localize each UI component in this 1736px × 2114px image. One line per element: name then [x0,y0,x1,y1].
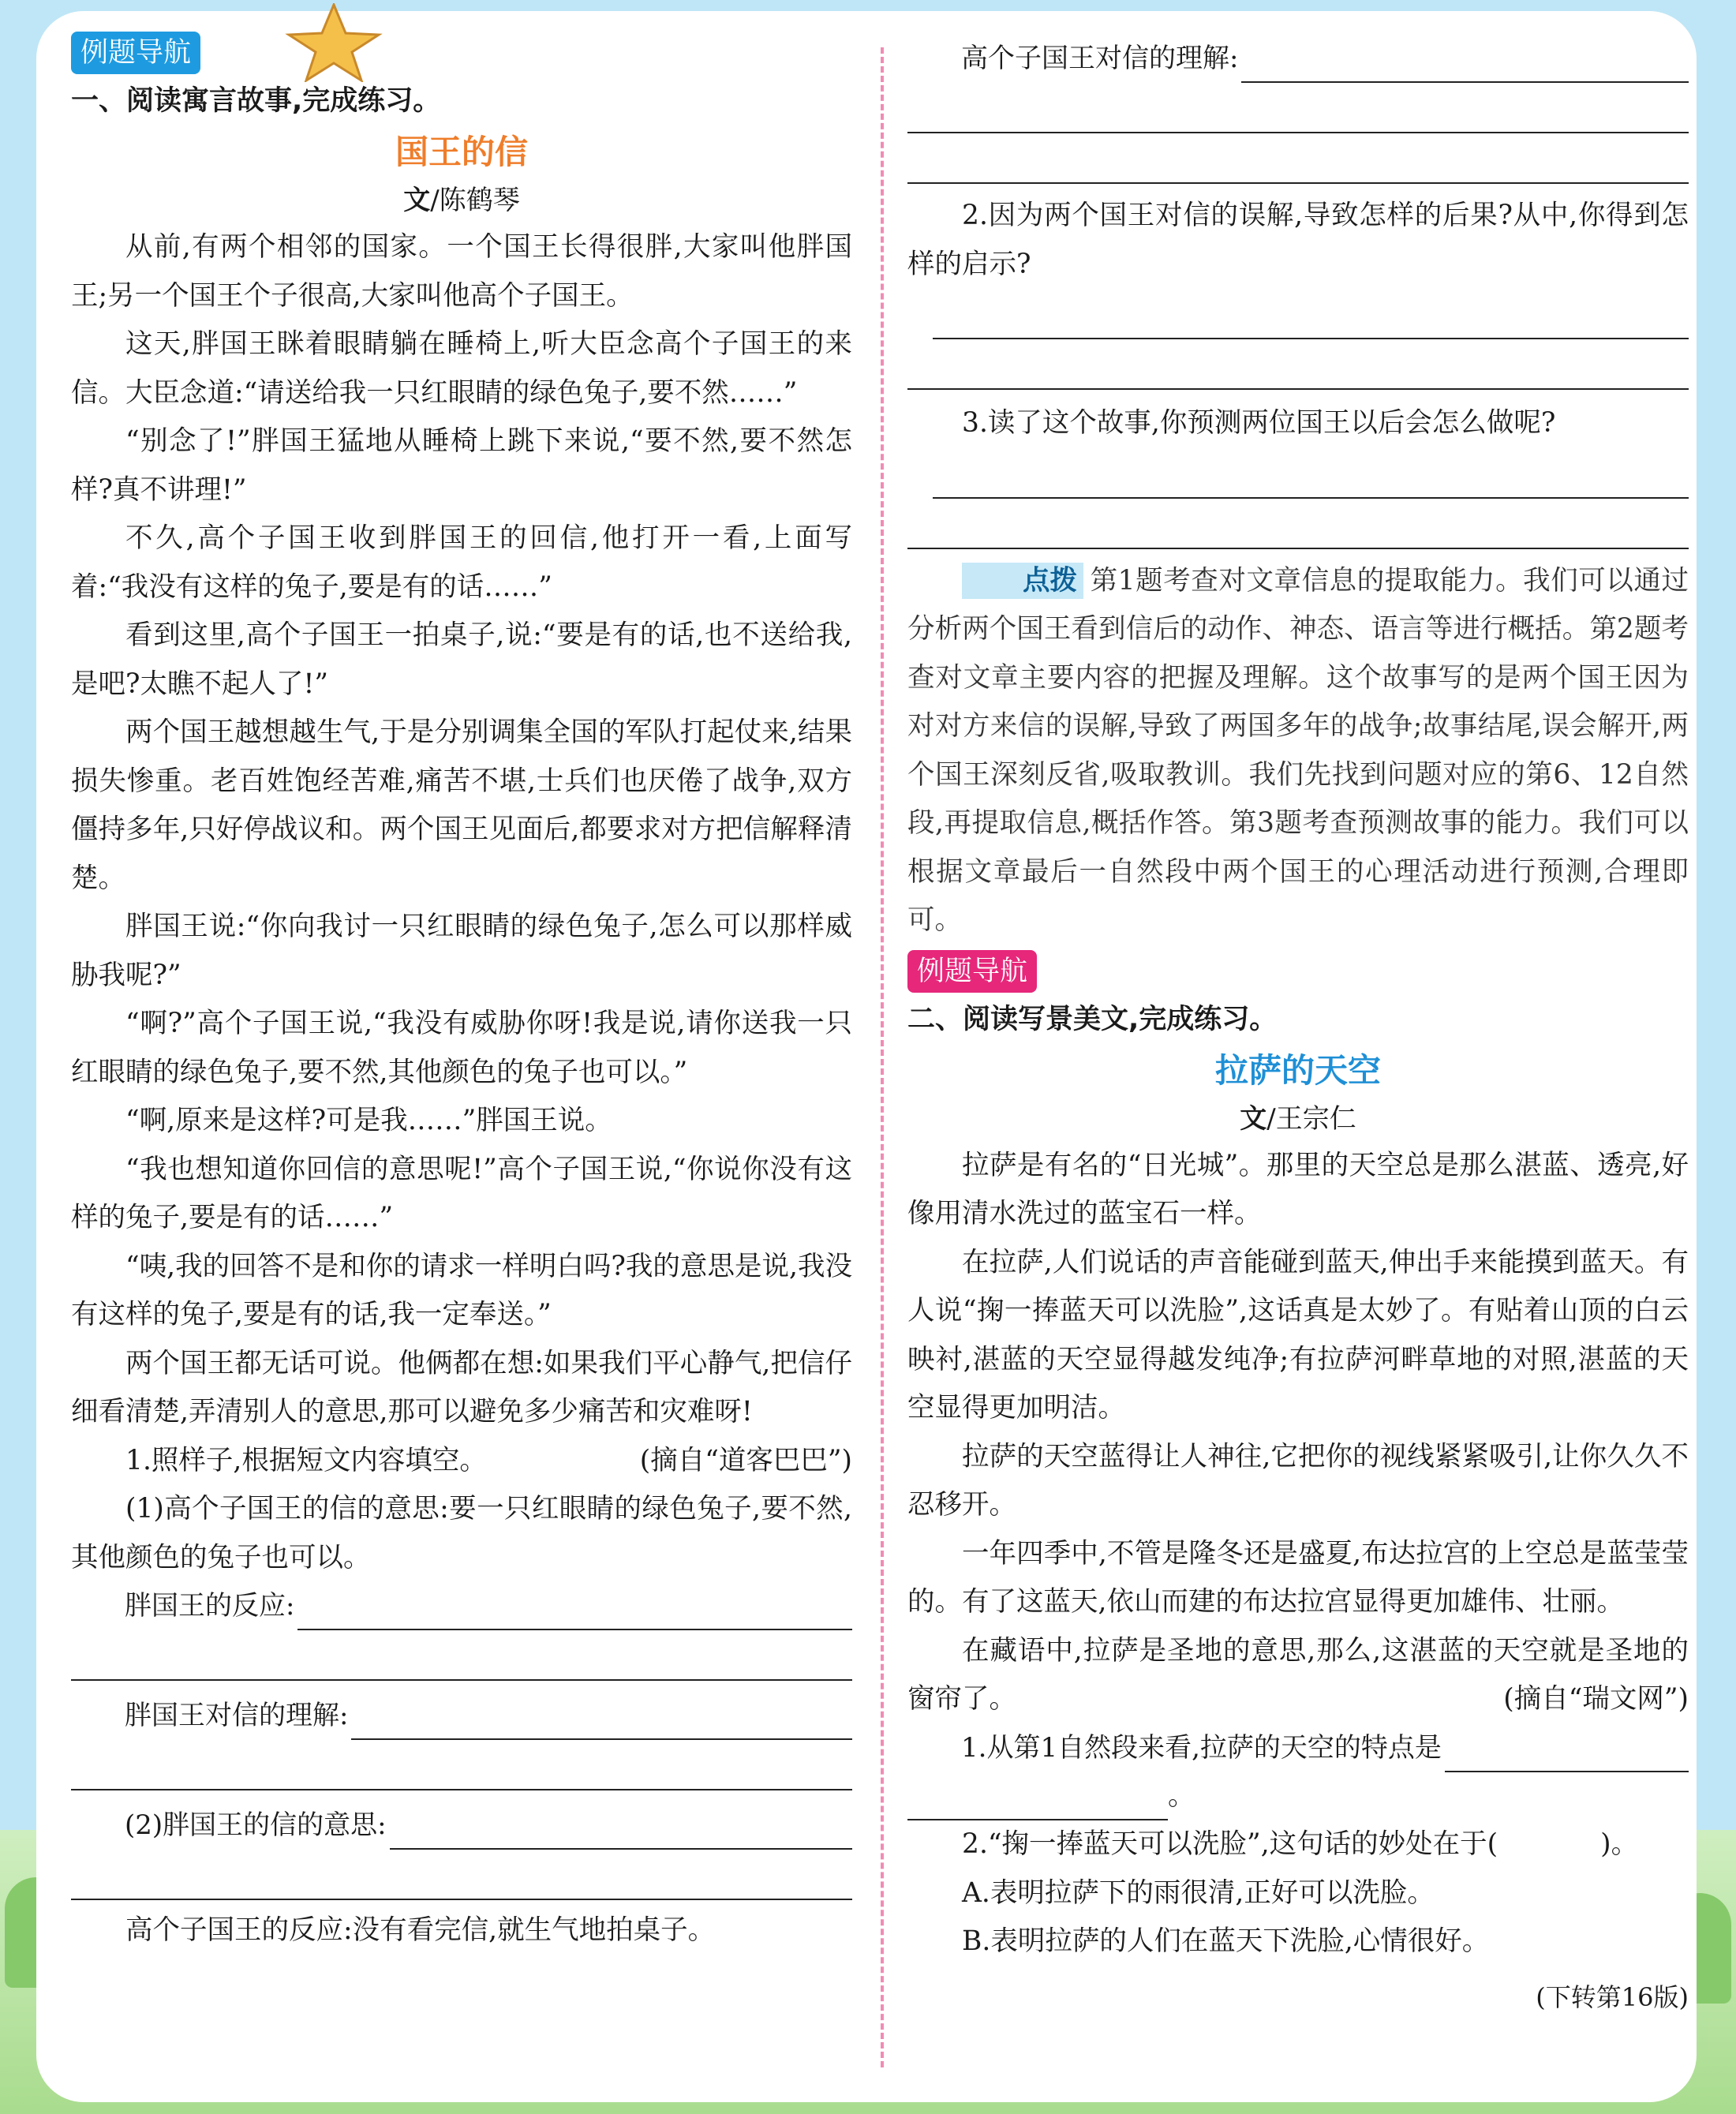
essay-paragraph: 拉萨的天空蓝得让人神往,它把你的视线紧紧吸引,让你久久不忍移开。 [907,1440,1689,1521]
answer-line-end[interactable]: 。 [907,1772,1689,1821]
answer-line[interactable] [907,499,1689,549]
essay-paragraph: 拉萨是有名的“日光城”。那里的天空总是那么湛蓝、透亮,好像用清水洗过的蓝宝石一样。 [907,1149,1689,1229]
story-paragraph: 这天,胖国王眯着眼睛躺在睡椅上,听大臣念高个子国王的来信。大臣念道:“请送给我一只红眼睛的绿色兔子,要不然……” [71,328,852,409]
story-paragraph: 胖国王说:“你向我讨一只红眼睛的绿色兔子,怎么可以那样威胁我呢?” [71,911,852,991]
answer-line[interactable] [71,1850,852,1900]
option-b: B.表明拉萨的人们在蓝天下洗脸,心情很好。 [962,1925,1490,1957]
answer-line[interactable] [907,83,1689,133]
fat-king-letter-meaning-field[interactable]: (2)胖国王的信的意思: [71,1802,852,1850]
answer-line[interactable] [71,1740,852,1790]
fat-king-understanding-field[interactable]: 胖国王对信的理解: [71,1692,852,1740]
answer-line[interactable] [907,133,1689,184]
story-paragraph: 从前,有两个相邻的国家。一个国王长得很胖,大家叫他胖国王;另一个国王个子很高,大家叫他高个子国王。 [71,231,852,312]
story-paragraph: “我也想知道你回信的意思呢!”高个子国王说,“你说你没有这样的兔子,要是有的话……” [71,1153,852,1233]
article-author: 文/陈鹤琴 [403,185,520,216]
article-author: 文/王宗仁 [1240,1102,1356,1135]
question-3: 3.读了这个故事,你预测两位国王以后会怎么做呢? [962,407,1556,439]
answer-line[interactable] [71,1630,852,1681]
question-1-example: (1)高个子国王的信的意思:要一只红眼睛的绿色兔子,要不然,其他颜色的兔子也可以。 [71,1493,852,1573]
article-title: 拉萨的天空 [1214,1050,1381,1090]
essay-paragraph: 一年四季中,不管是隆冬还是盛夏,布达拉宫的上空总是蓝莹莹的。有了这蓝天,依山而建的布达拉宫显得更加雄伟、壮丽。 [907,1537,1689,1618]
story-paragraph: 两个国王越想越生气,于是分别调集全国的军队打起仗来,结果损失惨重。老百姓饱经苦难,痛苦不堪,士兵们也厌倦了战争,双方僵持多年,只好停战议和。两个国王见面后,都要求对方把信解释清楚。 [71,717,852,894]
tip-label: 点拨 [962,563,1083,599]
essay-paragraph-last: 在藏语中,拉萨是圣地的意思,那么,这湛蓝的天空就是圣地的窗帘了。 (摘自“瑞文网”) [907,1627,1689,1724]
option-a: A.表明拉萨下的雨很清,正好可以洗脸。 [962,1876,1435,1909]
story-paragraph: 不久,高个子国王收到胖国王的回信,他打开一看,上面写着:“我没有这样的兔子,要是有的话……” [71,522,852,603]
left-column [71,32,852,1955]
tall-king-understanding-field[interactable]: 高个子国王对信的理解: [907,35,1689,83]
answer-line[interactable] [907,339,1689,390]
story-paragraph: “啊,原来是这样?可是我……”胖国王说。 [125,1105,612,1136]
story-paragraph: “啊?”高个子国王说,“我没有威胁你呀!我是说,请你送我一只红眼睛的绿色兔子,要不然,其他颜色的兔子也可以。” [71,1008,852,1088]
story-paragraph: “咦,我的回答不是和你的请求一样明白吗?我的意思是说,我没有这样的兔子,要是有的话,我一定奉送。” [71,1250,852,1330]
question-2: 2.因为两个国王对信的误解,导致怎样的后果?从中,你得到怎样的启示? [907,200,1689,280]
answer-line[interactable] [933,448,1689,499]
right-column [907,32,1689,2014]
column-divider [881,47,884,2067]
tip-paragraph: 点拨 第1题考查对文章信息的提取能力。我们可以通过分析两个国王看到信后的动作、神态、语言等进行概括。第2题考查对文章主要内容的把握及理解。这个故事写的是两个国王因为对对方来信的误解,导致了两国多年的战争;故事结尾,误会解开,两个国王深刻反省,吸取教训。我们先找到问题对应的第6、12自然段,再提取信息,概括作答。第3题考查预测故事的能力。我们可以根据文章最后一自然段中两个国王的心理活动进行预测,合理即可。 [907,557,1689,945]
example-nav-tag: 例题导航 [907,950,1037,993]
question-1: 1.照样子,根据短文内容填空。 [125,1444,487,1476]
section-heading: 一、阅读寓言故事,完成练习。 [71,85,441,117]
source-note: (摘自“瑞文网”) [1503,1683,1689,1715]
lhasa-sky-feature-field[interactable]: 1.从第1自然段来看,拉萨的天空的特点是 [907,1724,1689,1772]
tall-king-reaction: 高个子国王的反应:没有看完信,就生气地拍桌子。 [125,1914,716,1946]
question-2-choice: 2.“掬一捧蓝天可以洗脸”,这句话的妙处在于( )。 [962,1828,1639,1860]
example-nav-tag: 例题导航 [71,32,200,74]
continue-note: (下转第16版) [1536,1981,1689,2012]
story-paragraph: “别念了!”胖国王猛地从睡椅上跳下来说,“要不然,要不然怎样?真不讲理!” [71,425,852,506]
article-title: 国王的信 [395,133,528,171]
section-heading: 二、阅读写景美文,完成练习。 [907,1003,1278,1035]
story-paragraph: 看到这里,高个子国王一拍桌子,说:“要是有的话,也不送给我,是吧?太瞧不起人了!” [71,619,852,700]
story-paragraph-last: 两个国王都无话可说。他俩都在想:如果我们平心静气,把信仔细看清楚,弄清别人的意思,那可以避免多少痛苦和灾难呀! (摘自“道客巴巴”) [71,1340,852,1437]
fat-king-reaction-field[interactable]: 胖国王的反应: [71,1582,852,1630]
source-note: (摘自“道客巴巴”) [639,1444,852,1476]
answer-line[interactable] [933,289,1689,339]
essay-paragraph: 在拉萨,人们说话的声音能碰到蓝天,伸出手来能摸到蓝天。有人说“掬一捧蓝天可以洗脸”,这话真是太妙了。有贴着山顶的白云映衬,湛蓝的天空显得越发纯净;有拉萨河畔草地的对照,湛蓝的天空显得更加明洁。 [907,1246,1689,1424]
